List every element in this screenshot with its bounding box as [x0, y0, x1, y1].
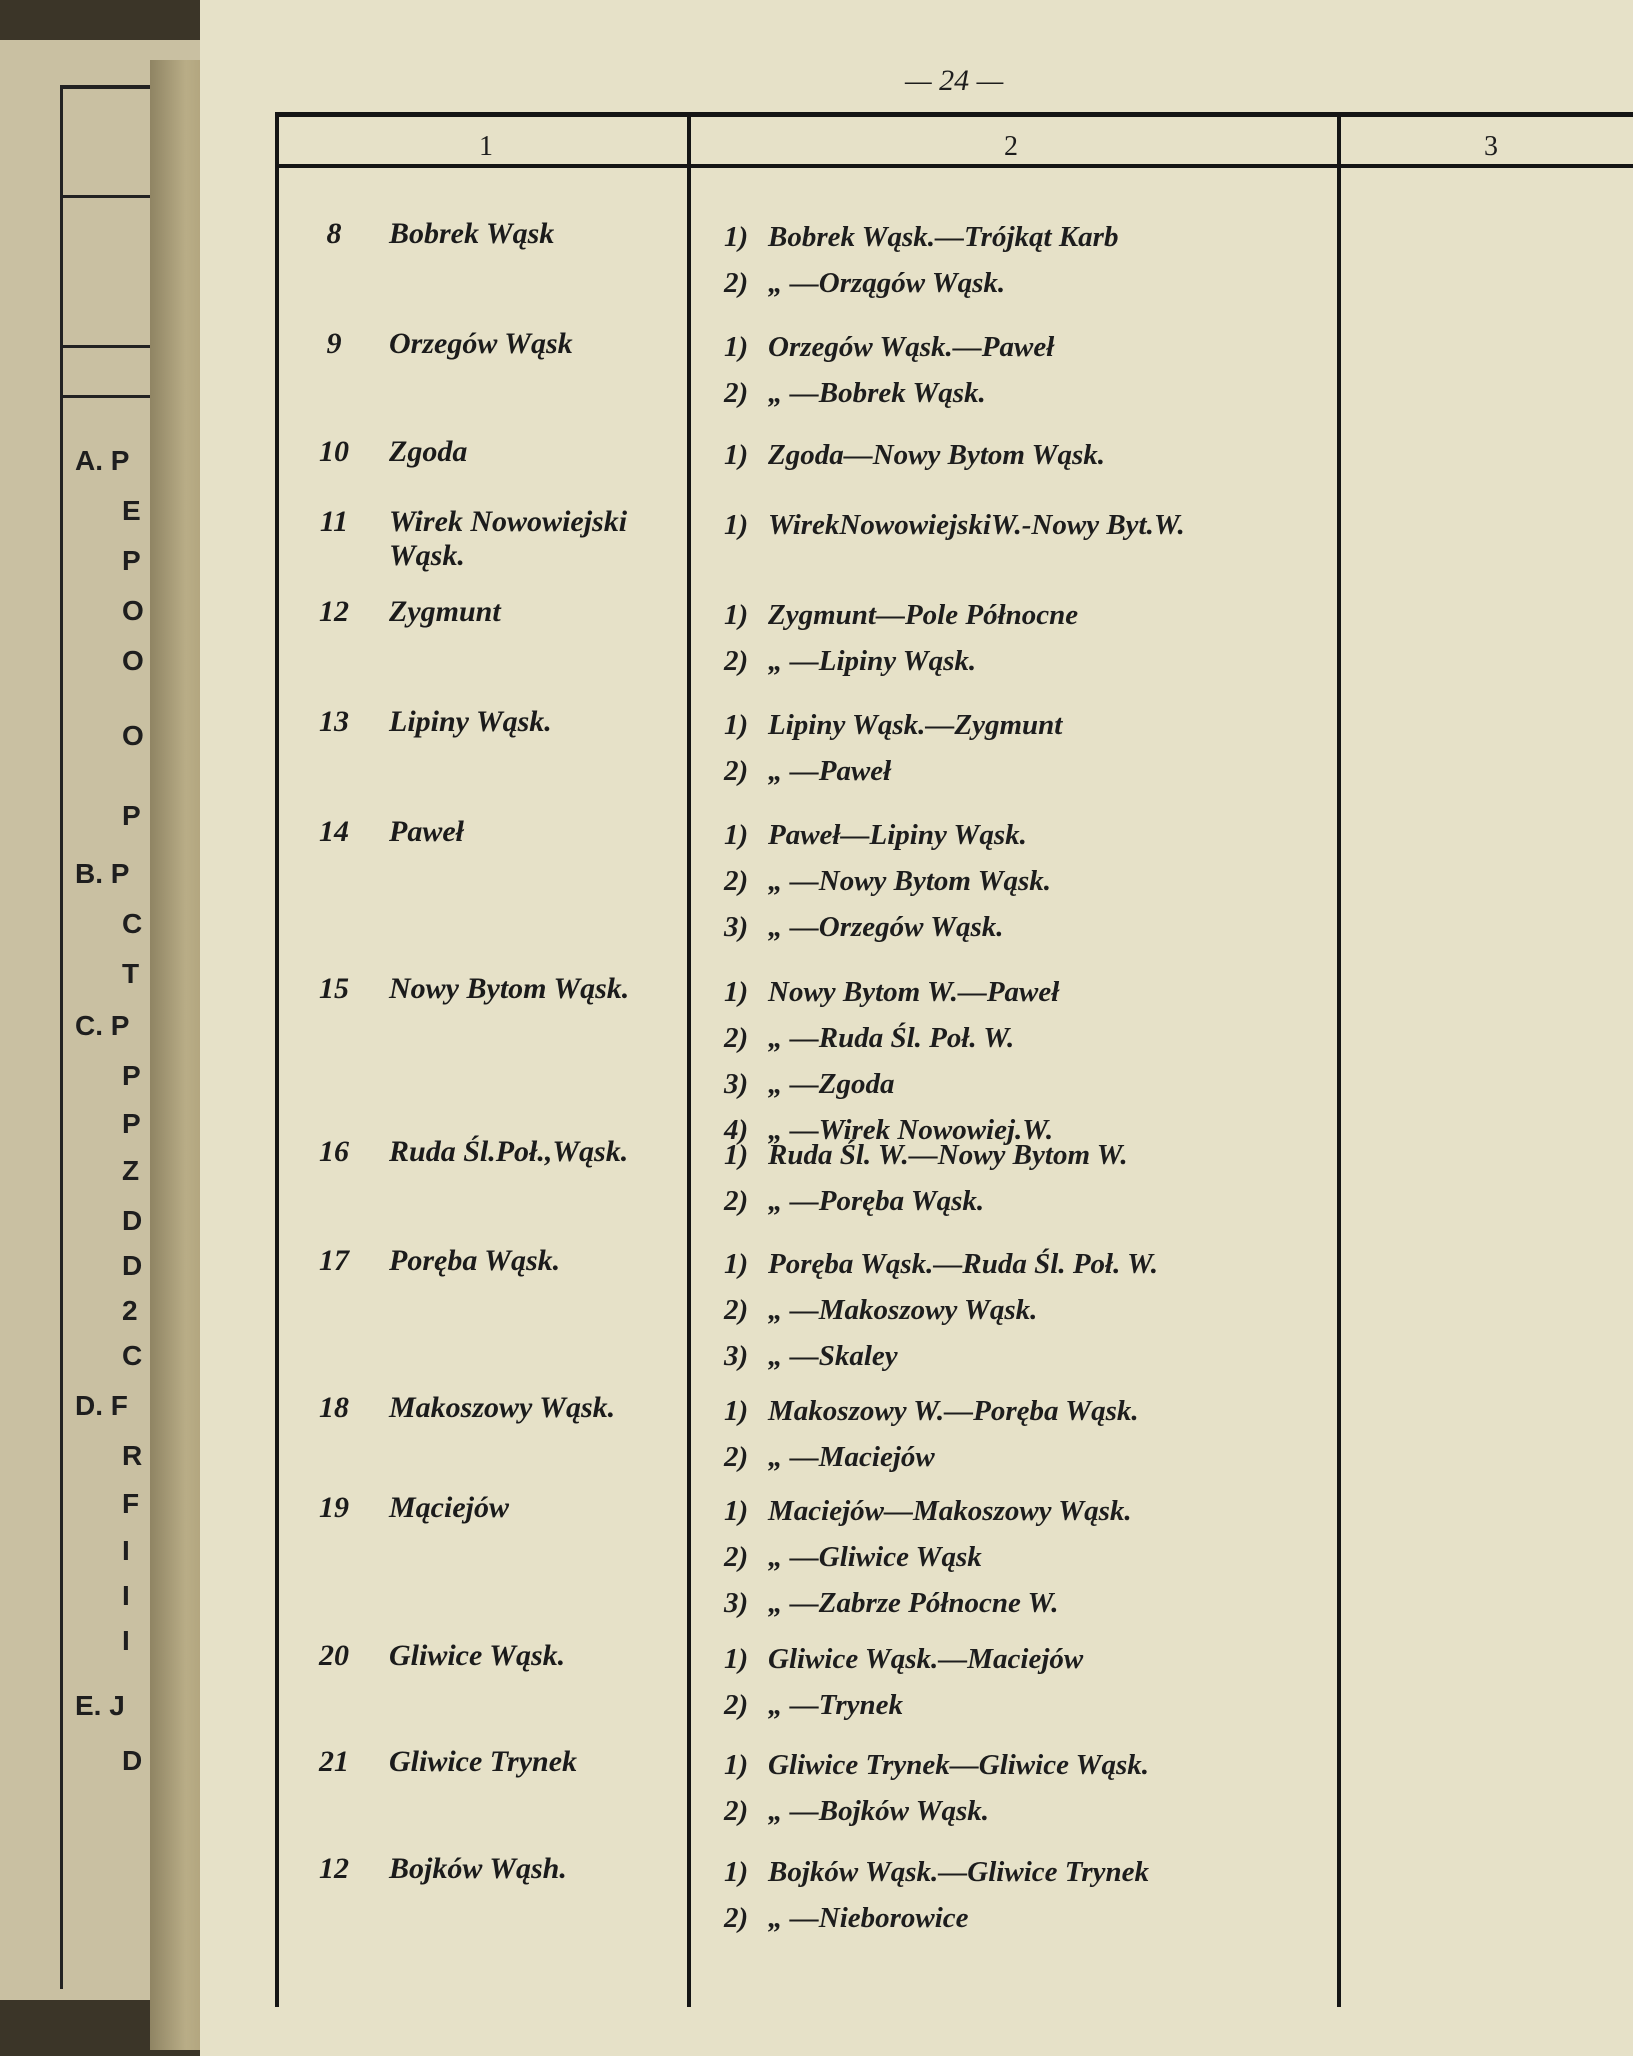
route-index: 3): [724, 911, 749, 943]
underlying-page-letter: D. F: [75, 1390, 128, 1421]
underlying-page-letter: I: [122, 1625, 130, 1656]
route-index: 2): [724, 1185, 749, 1217]
route-text: „ —Paweł: [768, 755, 892, 787]
route-index: 1): [724, 221, 749, 253]
station-name: Gliwice Trynek: [389, 1745, 578, 1778]
row-number: 14: [319, 815, 349, 848]
route-text: Bobrek Wąsk.—Trójkąt Karb: [768, 221, 1119, 253]
route-index: 3): [724, 1587, 749, 1619]
route-index: 1): [724, 1749, 749, 1781]
route-line: [724, 1244, 1304, 1284]
route-text: Bojków Wąsk.—Gliwice Trynek: [768, 1856, 1150, 1888]
underlying-page-letter: D: [122, 1250, 143, 1281]
route-text: „ —Zabrze Północne W.: [768, 1587, 1059, 1619]
row-number: 21: [319, 1745, 349, 1778]
route-text: „ —Poręba Wąsk.: [768, 1185, 985, 1217]
route-text: „ —Lipiny Wąsk.: [768, 645, 977, 677]
route-text: „ —Gliwice Wąsk: [768, 1541, 982, 1573]
route-text: WirekNowowiejskiW.-Nowy Byt.W.: [768, 509, 1185, 541]
route-index: 2): [724, 1441, 749, 1473]
underlying-page-letter: O: [122, 595, 144, 626]
route-index: 1): [724, 1643, 749, 1675]
route-text: Zygmunt—Pole Północne: [768, 599, 1079, 631]
route-index: 1): [724, 599, 749, 631]
route-index: 1): [724, 709, 749, 741]
route-table: [275, 112, 1633, 2007]
underlying-page-letter: O: [122, 645, 144, 676]
row-number: 11: [319, 505, 349, 538]
underlying-page-letter: I: [122, 1535, 130, 1566]
row-number: 10: [319, 435, 349, 468]
route-index: 1): [724, 819, 749, 851]
column-divider: [1337, 117, 1341, 2007]
route-index: 1): [724, 1139, 749, 1171]
station-name: Nowy Bytom Wąsk.: [389, 972, 630, 1005]
route-line: [724, 815, 1304, 855]
route-line: [724, 1852, 1304, 1892]
route-line: [724, 1491, 1304, 1531]
route-index: 2): [724, 645, 749, 677]
station-name: Zygmunt: [389, 595, 501, 628]
route-text: Zgoda—Nowy Bytom Wąsk.: [768, 439, 1105, 471]
route-text: Makoszowy W.—Poręba Wąsk.: [768, 1395, 1139, 1427]
underlying-page-letter: F: [122, 1488, 140, 1519]
row-number: 18: [319, 1391, 349, 1424]
underlying-page-letter: P: [122, 1108, 141, 1139]
underlying-page-letter: P: [122, 545, 141, 576]
route-index: 2): [724, 1541, 749, 1573]
underlying-page-letter: P: [122, 1060, 141, 1091]
route-line: [724, 1898, 1304, 1938]
underlying-page-letter: I: [122, 1580, 130, 1611]
route-text: „ —Nowy Bytom Wąsk.: [768, 865, 1052, 897]
route-index: 2): [724, 755, 749, 787]
route-text: „ —Trynek: [768, 1689, 904, 1721]
route-line: [724, 1745, 1304, 1785]
station-name: Wirek Nowowiejski Wąsk.: [389, 505, 628, 572]
underlying-page-letter: C. P: [75, 1010, 130, 1041]
station-name: Orzegów Wąsk: [389, 327, 573, 360]
route-line: [724, 907, 1304, 947]
route-index: 1): [724, 1495, 749, 1527]
route-text: Maciejów—Makoszowy Wąsk.: [768, 1495, 1132, 1527]
station-name: Ruda Śl.Poł.,Wąsk.: [389, 1135, 629, 1168]
route-line: [724, 641, 1304, 681]
route-line: [724, 1537, 1304, 1577]
underlying-page-letter: B. P: [75, 858, 130, 889]
station-name: Mąciejów: [389, 1491, 509, 1524]
route-index: 4): [724, 1114, 749, 1146]
route-text: „ —Maciejów: [768, 1441, 935, 1473]
route-line: [724, 972, 1304, 1012]
route-line: [724, 861, 1304, 901]
route-index: 1): [724, 439, 749, 471]
underlying-page-letter: T: [122, 958, 140, 989]
route-line: [724, 1336, 1304, 1376]
row-number: 16: [319, 1135, 349, 1168]
route-text: „ —Nieborowice: [768, 1902, 969, 1934]
column-header-1: 1: [479, 131, 493, 162]
route-line: [724, 705, 1304, 745]
station-name: Gliwice Wąsk.: [389, 1639, 566, 1672]
route-line: [724, 1135, 1304, 1175]
row-number: 9: [326, 327, 342, 360]
route-index: 2): [724, 1022, 749, 1054]
route-text: Poręba Wąsk.—Ruda Śl. Poł. W.: [768, 1248, 1158, 1280]
row-number: 20: [319, 1639, 349, 1672]
row-number: 8: [326, 217, 342, 250]
route-text: „ —Wirek Nowowiej.W.: [768, 1114, 1054, 1146]
route-line: [724, 1018, 1304, 1058]
route-text: Gliwice Wąsk.—Maciejów: [768, 1643, 1084, 1675]
station-name: Bojków Wąsh.: [389, 1852, 567, 1885]
route-line: [724, 263, 1304, 303]
header-rule: [279, 164, 1633, 168]
underlying-page-letter: A. P: [75, 445, 130, 476]
route-text: Nowy Bytom W.—Paweł: [768, 976, 1060, 1008]
route-index: 2): [724, 267, 749, 299]
route-line: [724, 1064, 1304, 1104]
underlying-page-letter: D: [122, 1745, 143, 1776]
underlying-page-letter: C: [122, 908, 143, 939]
underlying-page-letter: 2: [122, 1295, 138, 1326]
row-number: 19: [319, 1491, 349, 1524]
station-name: Bobrek Wąsk: [389, 217, 555, 250]
row-number: 15: [319, 972, 349, 1005]
route-index: 1): [724, 509, 749, 541]
route-text: „ —Zgoda: [768, 1068, 895, 1100]
underlying-page-letter: Z: [122, 1155, 140, 1186]
route-line: [724, 1583, 1304, 1623]
row-number: 13: [319, 705, 349, 738]
underlying-page-letter: E: [122, 495, 141, 526]
route-line: [724, 1685, 1304, 1725]
route-text: „ —Bobrek Wąsk.: [768, 377, 986, 409]
route-index: 2): [724, 377, 749, 409]
route-index: 1): [724, 1248, 749, 1280]
route-line: [724, 505, 1304, 545]
station-name: Paweł: [389, 815, 464, 848]
underlying-page-letter: C: [122, 1340, 143, 1371]
route-line: [724, 1791, 1304, 1831]
route-index: 3): [724, 1340, 749, 1372]
row-number: 12: [319, 595, 349, 628]
route-text: Ruda Śl. W.—Nowy Bytom W.: [768, 1139, 1128, 1171]
route-text: Orzegów Wąsk.—Paweł: [768, 331, 1055, 363]
route-line: [724, 1639, 1304, 1679]
route-line: [724, 1437, 1304, 1477]
column-divider: [687, 117, 691, 2007]
route-text: Paweł—Lipiny Wąsk.: [768, 819, 1027, 851]
route-index: 3): [724, 1068, 749, 1100]
station-name: Poręba Wąsk.: [389, 1244, 561, 1277]
route-line: [724, 435, 1304, 475]
route-text: Lipiny Wąsk.—Zygmunt: [768, 709, 1063, 741]
underlying-page-letter: R: [122, 1440, 143, 1471]
route-text: „ —Makoszowy Wąsk.: [768, 1294, 1038, 1326]
route-index: 1): [724, 1856, 749, 1888]
route-text: Gliwice Trynek—Gliwice Wąsk.: [768, 1749, 1149, 1781]
route-line: [724, 373, 1304, 413]
route-line: [724, 1181, 1304, 1221]
underlying-page-letter: E. J: [75, 1690, 125, 1721]
route-line: [724, 217, 1304, 257]
route-index: 1): [724, 976, 749, 1008]
route-text: „ —Orzągów Wąsk.: [768, 267, 1006, 299]
station-name: Zgoda: [389, 435, 468, 468]
page-number: — 24 —: [905, 64, 1004, 97]
route-index: 2): [724, 865, 749, 897]
route-line: [724, 1391, 1304, 1431]
underlying-page-letter: P: [122, 800, 141, 831]
underlying-page-letter: O: [122, 720, 144, 751]
route-index: 2): [724, 1294, 749, 1326]
station-name: Lipiny Wąsk.: [389, 705, 552, 738]
route-index: 1): [724, 1395, 749, 1427]
route-index: 2): [724, 1795, 749, 1827]
row-number: 17: [319, 1244, 349, 1277]
route-line: [724, 751, 1304, 791]
column-header-3: 3: [1484, 131, 1498, 162]
column-header-2: 2: [1004, 131, 1018, 162]
route-text: „ —Bojków Wąsk.: [768, 1795, 990, 1827]
route-index: 2): [724, 1902, 749, 1934]
route-text: „ —Orzegów Wąsk.: [768, 911, 1004, 943]
route-text: „ —Ruda Śl. Poł. W.: [768, 1022, 1015, 1054]
route-text: „ —Skaley: [768, 1340, 898, 1372]
route-line: [724, 1290, 1304, 1330]
row-number: 12: [319, 1852, 349, 1885]
route-index: 2): [724, 1689, 749, 1721]
route-index: 1): [724, 331, 749, 363]
route-line: [724, 327, 1304, 367]
route-line: [724, 595, 1304, 635]
underlying-page-letter: D: [122, 1205, 143, 1236]
station-name: Makoszowy Wąsk.: [389, 1391, 616, 1424]
